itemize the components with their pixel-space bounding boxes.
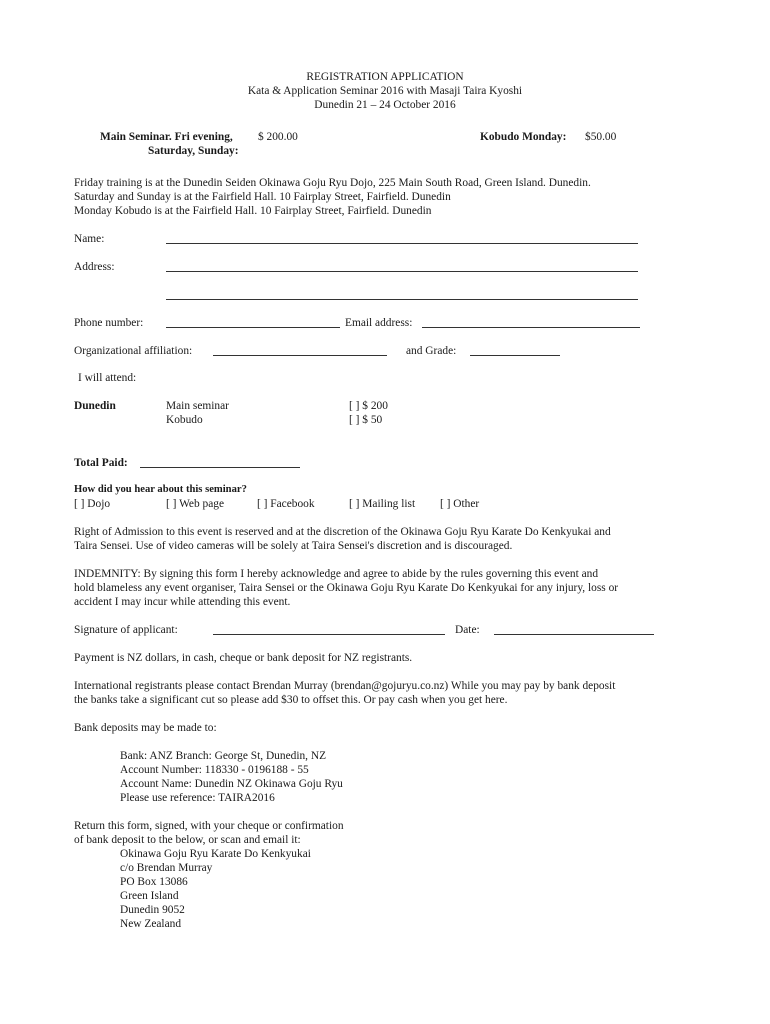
main-seminar-label (100, 130, 233, 144)
return-address-po-box: PO Box 13086 (120, 876, 188, 888)
payment-note: Payment is NZ dollars, in cash, cheque or bank deposit for NZ registrants. (74, 652, 413, 664)
checkbox-kobudo[interactable]: [ ] $ 50 (349, 414, 383, 426)
bank-reference: Please use reference: TAIRA2016 (120, 792, 275, 804)
attend-city: Dunedin (74, 400, 116, 412)
indemnity-line-2: hold blameless any event organiser, Taira Sensei or the Okinawa Goju Ryu Karate Do Kenkyukai for any injury, loss or (74, 582, 619, 594)
venue-friday: Friday training is at the Dunedin Seiden Okinawa Goju Ryu Dojo, 225 Main South Road, Green Island. Dunedin. (74, 177, 591, 189)
main-seminar-price: $ 200.00 (258, 131, 298, 143)
return-address-care-of: c/o Brendan Murray (120, 862, 213, 874)
organization-label: Organizational affiliation: (74, 345, 193, 357)
return-intro-2: of bank deposit to the below, or scan and email it: (74, 834, 301, 846)
total-paid-label: Total Paid: (74, 457, 128, 469)
hear-option-mailing-list[interactable]: [ ] Mailing list (349, 498, 416, 510)
hear-option-dojo[interactable]: [ ] Dojo (74, 498, 111, 510)
phone-field[interactable] (166, 316, 340, 328)
bank-account-name: Account Name: Dunedin NZ Okinawa Goju Ryu (120, 778, 343, 790)
form-title: REGISTRATION APPLICATION (306, 71, 464, 83)
bank-intro: Bank deposits may be made to: (74, 722, 217, 734)
email-label: Email address: (345, 317, 413, 329)
option-label-kobudo: Kobudo (166, 414, 203, 426)
date-field[interactable] (494, 623, 654, 635)
return-intro-1: Return this form, signed, with your cheque or confirmation (74, 820, 344, 832)
indemnity-line-3: accident I may incur while attending this event. (74, 596, 291, 608)
main-seminar-days: Saturday, Sunday: (148, 145, 239, 157)
admission-line-1: Right of Admission to this event is reserved and at the discretion of the Okinawa Goju Ryu Karate Do Kenkyukai and (74, 526, 611, 538)
hear-option-web-page[interactable]: [ ] Web page (166, 498, 225, 510)
address-field-line1[interactable] (166, 260, 638, 272)
indemnity-line-1 (74, 567, 598, 581)
checkbox-main-seminar[interactable]: [ ] $ 200 (349, 400, 388, 412)
option-label-main-seminar: Main seminar (166, 400, 229, 412)
venue-monday: Monday Kobudo is at the Fairfield Hall. 10 Fairplay Street, Fairfield. Dunedin (74, 205, 432, 217)
location-dates: Dunedin 21 – 24 October 2016 (314, 99, 456, 111)
international-line-1: International registrants please contact Brendan Murray (brendan@gojuryu.co.nz) While you may pay by bank deposit (74, 680, 616, 692)
name-label: Name: (74, 233, 105, 245)
return-address-suburb: Green Island (120, 890, 179, 902)
main-seminar-label-text: Main Seminar. Fri evening, (100, 131, 233, 143)
kobudo-label: Kobudo Monday: (480, 131, 567, 143)
indemnity-label: INDEMNITY: (74, 568, 141, 580)
date-label: Date: (455, 624, 480, 636)
kobudo-price: $50.00 (585, 131, 617, 143)
international-line-2: the banks take a significant cut so please add $30 to offset this. Or pay cash when you get here. (74, 694, 508, 706)
attend-heading: I will attend: (78, 372, 137, 384)
address-label: Address: (74, 261, 115, 273)
grade-label: and Grade: (406, 345, 457, 357)
return-address-country: New Zealand (120, 918, 182, 930)
total-paid-field[interactable] (140, 456, 300, 468)
signature-label: Signature of applicant: (74, 624, 178, 636)
email-field[interactable] (422, 316, 640, 328)
address-field-line2[interactable] (166, 288, 638, 300)
venue-weekend: Saturday and Sunday is at the Fairfield Hall. 10 Fairplay Street, Fairfield. Dunedin (74, 191, 451, 203)
hear-option-facebook[interactable]: [ ] Facebook (257, 498, 315, 510)
seminar-subtitle: Kata & Application Seminar 2016 with Masaji Taira Kyoshi (247, 85, 523, 97)
phone-label: Phone number: (74, 317, 144, 329)
admission-line-2: Taira Sensei. Use of video cameras will be solely at Taira Sensei's discretion and is discouraged. (74, 540, 513, 552)
bank-account-number: Account Number: 118330 - 0196188 - 55 (120, 764, 309, 776)
return-address-org: Okinawa Goju Ryu Karate Do Kenkyukai (120, 848, 311, 860)
organization-field[interactable] (213, 344, 387, 356)
bank-branch: Bank: ANZ Branch: George St, Dunedin, NZ (120, 750, 327, 762)
signature-field[interactable] (213, 623, 445, 635)
indemnity-text-1: By signing this form I hereby acknowledge and agree to abide by the rules governing this event and (140, 568, 599, 580)
hear-option-other[interactable]: [ ] Other (440, 498, 480, 510)
grade-field[interactable] (470, 344, 560, 356)
hear-question: How did you hear about this seminar? (74, 484, 247, 495)
return-address-city: Dunedin 9052 (120, 904, 185, 916)
name-field[interactable] (166, 232, 638, 244)
